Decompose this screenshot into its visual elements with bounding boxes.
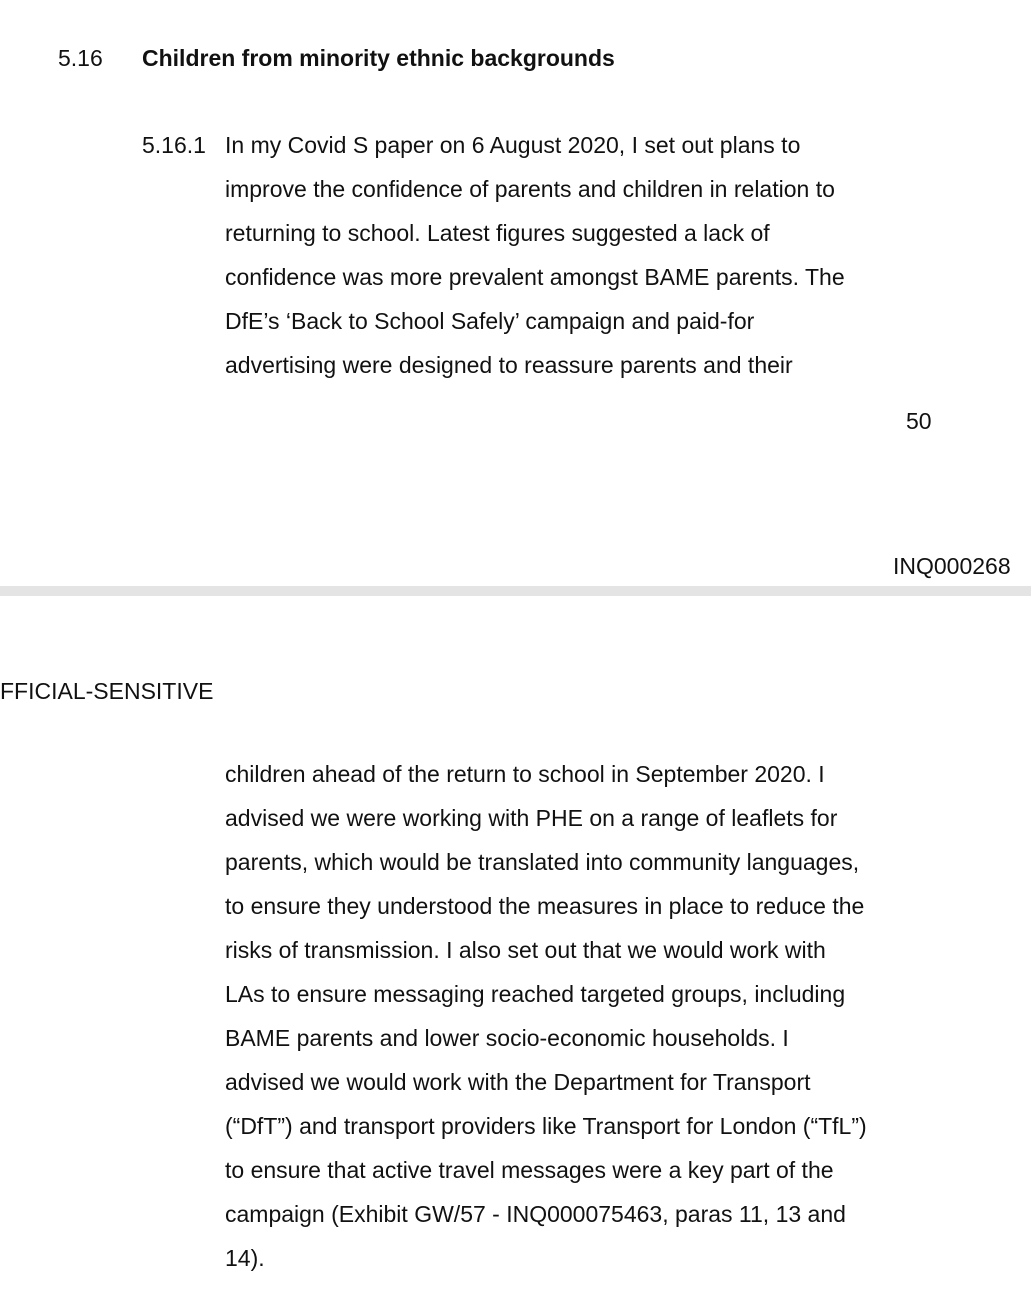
paragraph-line: confidence was more prevalent amongst BAME parents. The [225, 264, 845, 290]
paragraph-line: advertising were designed to reassure parents and their [225, 352, 793, 378]
document-page-lower [0, 596, 1031, 1299]
paragraph-line: campaign (Exhibit GW/57 - INQ000075463, paras 11, 13 and [225, 1201, 846, 1227]
paragraph-line: improve the confidence of parents and children in relation to [225, 176, 835, 202]
paragraph-body-lower [225, 760, 867, 1288]
page-separator [0, 586, 1031, 596]
paragraph-body-upper [225, 131, 845, 395]
paragraph-line: advised we would work with the Department for Transport [225, 1069, 811, 1095]
paragraph-line: (“DfT”) and transport providers like Transport for London (“TfL”) [225, 1113, 867, 1139]
section-number: 5.16 [58, 45, 103, 71]
paragraph-line: returning to school. Latest figures suggested a lack of [225, 220, 770, 246]
paragraph-line: parents, which would be translated into community languages, [225, 849, 860, 875]
paragraph-line: In my Covid S paper on 6 August 2020, I set out plans to [225, 132, 801, 158]
classification-marking: FFICIAL-SENSITIVE [0, 678, 214, 704]
document-page-upper [0, 0, 1031, 586]
paragraph-line: 14). [225, 1245, 265, 1271]
paragraph-line: advised we were working with PHE on a range of leaflets for [225, 805, 838, 831]
paragraph-line: DfE’s ‘Back to School Safely’ campaign and paid-for [225, 308, 755, 334]
paragraph-line: LAs to ensure messaging reached targeted groups, including [225, 981, 846, 1007]
page-number: 50 [906, 408, 932, 434]
paragraph-line: children ahead of the return to school in September 2020. I [225, 761, 825, 787]
section-heading: Children from minority ethnic backgrounds [142, 45, 615, 71]
paragraph-line: risks of transmission. I also set out that we would work with [225, 937, 826, 963]
paragraph-line: to ensure that active travel messages were a key part of the [225, 1157, 834, 1183]
paragraph-line: to ensure they understood the measures in place to reduce the [225, 893, 865, 919]
paragraph-line: BAME parents and lower socio-economic households. I [225, 1025, 789, 1051]
document-reference: INQ000268 [893, 553, 1011, 579]
paragraph-number: 5.16.1 [142, 132, 206, 158]
